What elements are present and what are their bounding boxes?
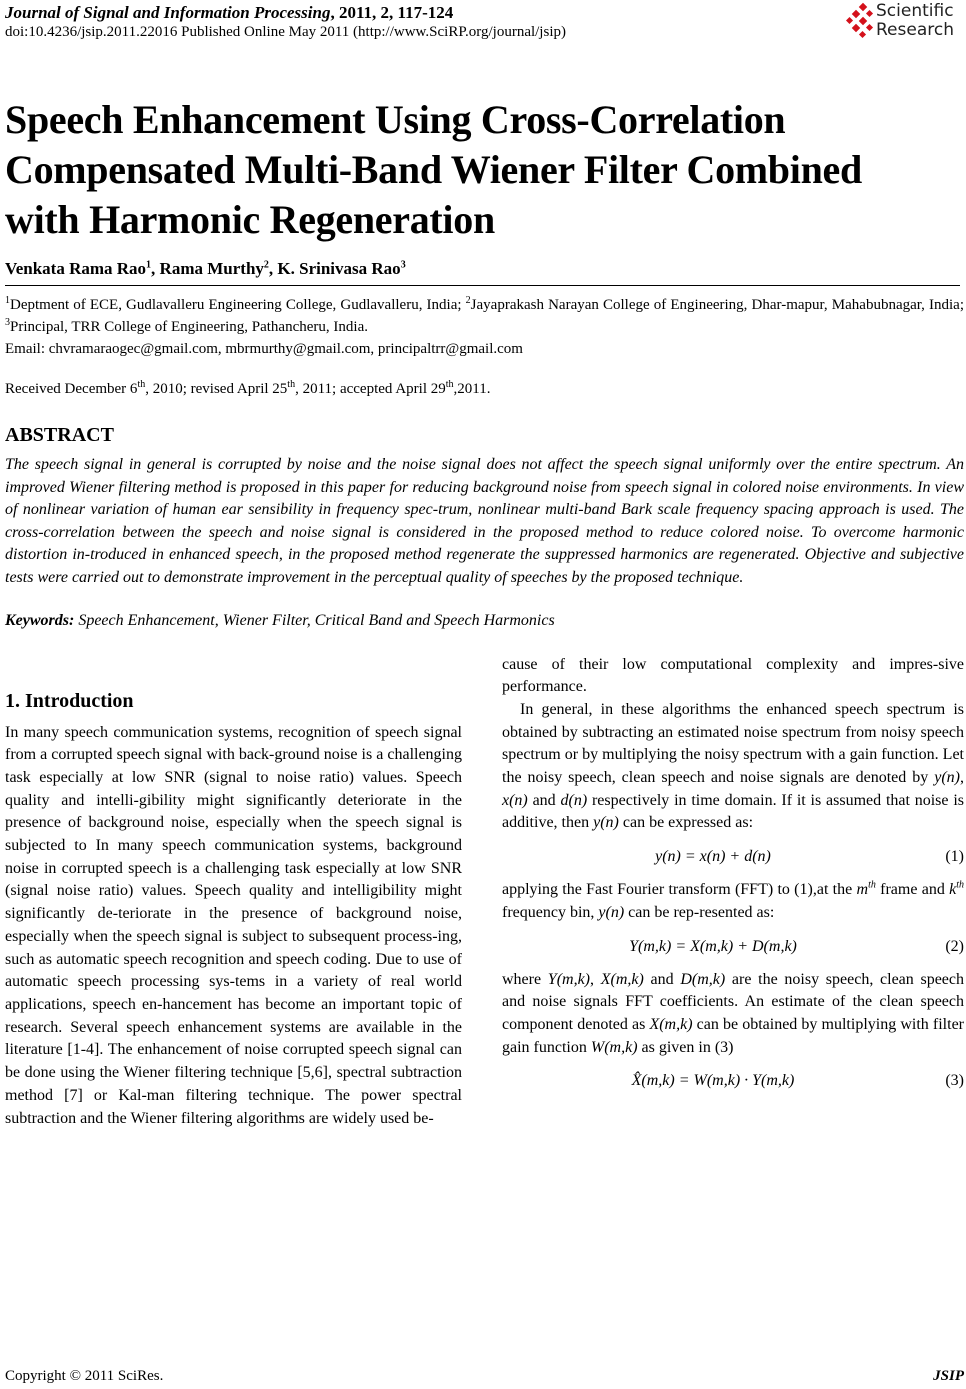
email-line: Email: chvramaraogec@gmail.com, mbrmurthy@gmail.com, principaltrr@gmail.com	[5, 341, 523, 357]
text: and	[643, 970, 681, 988]
sup: th	[445, 379, 454, 390]
paragraph: In general, in these algorithms the enhanced speech spectrum is obtained by subtracting an estimated noise spectrum from noisy speech spectrum or by multiplying the noisy spectrum with a gain function. Let the noisy speech, clean speech and noise signals are denoted by y(n), x(n) and d(n) respectively in time domain. If it is assumed that noise is additive, then y(n) can be expressed as:	[502, 700, 964, 832]
diamond-logo-icon	[846, 2, 876, 42]
sup: th	[137, 379, 146, 390]
text: can be obtained by multiplying with filter gain function	[502, 1016, 964, 1056]
equation-expr: y(n) = x(n) + d(n)	[655, 848, 771, 866]
received-dates	[5, 378, 964, 400]
paragraph: cause of their low computational complexity and impres-sive performance.	[502, 655, 964, 696]
received-text: , 2010; revised April 25	[145, 381, 288, 397]
affiliations	[5, 294, 964, 338]
received-text: ,2011.	[453, 381, 491, 397]
math: X(m,k)	[600, 970, 644, 988]
logo-text-line2: Research	[876, 20, 954, 40]
abstract-text: The speech signal in general is corrupted by noise and the noise signal does not affect the speech signal uniformly over the entire spectrum. An improved Wiener filtering method is proposed in this paper for reducing background noise from speech signal in colored noise environments. In view of nonlinear variation of human ear sensibility in frequency spec-trum, nonlinear multi-band Bark scale frequency spacing approach is used. The cross-correlation between the speech and noise signal is considered in the proposed method to reduce colored noise. To overcome harmonic distortion in-troduced in enhanced speech, in the proposed method regenerate the suppressed harmonics are regenerated. Objective and subjective tests were carried out to demonstrate improvement in the perceptual quality of speeches by the proposed technique.	[5, 456, 964, 586]
author-sup: 1	[146, 259, 152, 271]
text: are the noisy speech, clean speech and noise signals FFT coefficients. An estimate of the clean speech component denoted as	[502, 970, 965, 1033]
keywords: Keywords: Speech Enhancement, Wiener Filter, Critical Band and Speech Harmonics	[5, 611, 555, 629]
sup: th	[287, 379, 296, 390]
journal-title: Journal of Signal and Information Processing	[5, 3, 331, 22]
title-line: with Harmonic Regeneration	[5, 197, 495, 242]
publisher-logo	[846, 2, 964, 46]
text: can be rep-resented as:	[624, 903, 775, 921]
author-sup: 2	[263, 259, 269, 271]
copyright: Copyright © 2011 SciRes.	[5, 1368, 164, 1384]
math: y(n)	[598, 903, 625, 921]
keywords-label: Keywords	[5, 611, 69, 629]
author-sup: 3	[400, 259, 406, 271]
divider	[5, 285, 960, 286]
title-line: Compensated Multi-Band Wiener Filter Combined	[5, 147, 862, 192]
text: In general, in these algorithms the enhanced speech spectrum is obtained by subtracting an estimated noise spectrum from noisy speech spectrum or by multiplying the noisy spectrum with a gain function. Let the noisy speech, clean speech and noise signals are denoted by	[502, 700, 964, 787]
sup: th	[868, 879, 876, 891]
received-text: , 2011; accepted April 29	[295, 381, 446, 397]
text: as given in (3)	[637, 1038, 734, 1056]
left-column	[5, 654, 462, 1131]
text: frame and	[875, 881, 950, 899]
equation-2	[502, 925, 964, 969]
paragraph	[502, 879, 964, 924]
affiliation: Deptment of ECE, Gudlavalleru Engineering College, Gudlavalleru, India;	[10, 297, 466, 313]
equation-number: (3)	[945, 1072, 964, 1090]
author-name: Venkata Rama Rao	[5, 259, 147, 278]
math: y(n)	[934, 769, 960, 787]
logo-text-line1: Scientific	[876, 1, 954, 21]
equation-expr: X̂(m,k) = W(m,k) · Y(m,k)	[631, 1072, 795, 1090]
received-text: Received December 6	[5, 381, 138, 397]
equation-number: (2)	[945, 937, 964, 955]
journal-abbr: JSIP	[933, 1368, 964, 1384]
equation-1	[502, 835, 964, 879]
author-name: Rama Murthy	[159, 259, 264, 278]
text: respectively in time domain. If it is assumed that noise is additive, then	[502, 791, 964, 832]
journal-name	[5, 3, 453, 23]
sup: th	[956, 879, 965, 891]
equation-3	[502, 1059, 964, 1103]
math: y(n)	[593, 814, 619, 832]
keyword: Critical Band and Speech Harmonics	[314, 611, 555, 629]
text: frequency bin,	[502, 903, 599, 921]
text: and	[527, 791, 561, 809]
paper-title	[5, 95, 964, 245]
intro-right-column	[502, 654, 964, 1131]
math: D(m,k)	[680, 970, 726, 988]
aff-sup: 1	[5, 295, 10, 306]
text: where	[502, 970, 548, 988]
keyword: Wiener Filter	[222, 611, 307, 629]
text: can be expressed as:	[618, 814, 754, 832]
math: W(m,k)	[590, 1038, 638, 1056]
math: m	[856, 881, 869, 899]
page-footer	[5, 1357, 964, 1385]
math: k	[949, 881, 957, 899]
text: applying the Fast Fourier transform (FFT) to (1),at the	[502, 881, 857, 899]
abstract-heading: ABSTRACT	[5, 424, 114, 446]
section-heading: 1. Introduction	[5, 689, 134, 712]
math: X(m,k)	[649, 1016, 693, 1033]
math: Y(m,k)	[547, 970, 591, 988]
intro-left-column: In many speech communication systems, recognition of speech signal from a corrupted speech signal with back-ground noise is a challenging task especially at low SNR (signal to noise ratio) values. Speech quality and intelli-gibility might significantly deteriorate in the presence of background noise, especially when the speech signal is subjected to In many speech communication systems, background noise in corrupted speech is a challenging task especially at low SNR (signal noise ratio) values. Speech quality and intelligibility might significantly de-teriorate in the presence of background noise, especially when the speech signal is subject to subsequent process-ing, such as automatic speech recognition and speech coding. Due to use of automatic speech processing sys-tems in a variety of real world applications, speech en-hancement has become an important topic of research. Several speech enhancement systems are available in the literature [1-4]. The enhancement of noise corrupted speech signal can be done using the Wiener filtering technique [5,6], spectral subtraction method [7] or Kal-man filtering technique. The power spectral subtraction and the Wiener filtering algorithms are widely used be-	[5, 723, 462, 1127]
aff-sup: 2	[465, 295, 471, 306]
math: x(n)	[502, 791, 528, 809]
doi-line: doi:10.4236/jsip.2011.22016 Published Online May 2011 (http://www.SciRP.org/journal/jsip)	[5, 24, 566, 40]
equation-expr: Y(m,k) = X(m,k) + D(m,k)	[629, 937, 797, 955]
aff-sup: 3	[5, 317, 10, 328]
page-header	[5, 0, 964, 60]
title-line: Speech Enhancement Using Cross-Correlation	[5, 97, 786, 142]
keyword: Speech Enhancement	[78, 611, 215, 629]
affiliation: Principal, TRR College of Engineering, Pathancheru, India.	[10, 319, 368, 335]
paragraph: where Y(m,k), X(m,k) and D(m,k) are the noisy speech, clean speech and noise signals FFT coefficients. An estimate of the clean speech component denoted as X(m,k) can be obtained by multiplying with filter gain function W(m,k) as given in (3)	[502, 970, 965, 1056]
equation-number: (1)	[945, 848, 964, 866]
affiliation: Jayaprakash Narayan College of Engineering, Dhar-mapur, Mahabubnagar, India;	[470, 297, 964, 313]
journal-volume: , 2011, 2, 117-124	[330, 3, 454, 22]
author-name: K. Srinivasa Rao	[277, 259, 401, 278]
two-column-body	[5, 654, 964, 1131]
math: d(n)	[560, 791, 588, 809]
author-list: Venkata Rama Rao$^1$, Rama Murthy$^2$, K. Srinivasa Rao$^3$	[5, 259, 406, 278]
